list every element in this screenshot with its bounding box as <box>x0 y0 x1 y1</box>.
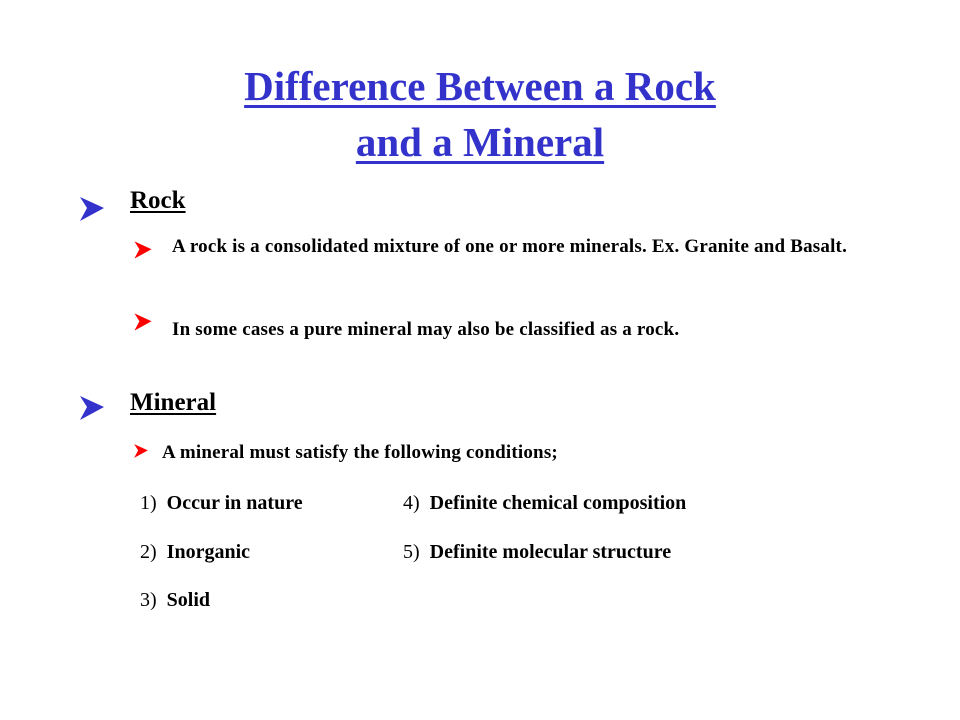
arrow-bullet-icon <box>133 443 149 459</box>
arrow-bullet-icon <box>133 240 153 260</box>
rock-heading: Rock <box>130 187 186 214</box>
condition-item: 5) Definite molecular structure <box>403 541 672 563</box>
arrow-bullet-icon <box>133 312 153 332</box>
arrow-bullet-icon <box>78 394 106 422</box>
mineral-heading: Mineral <box>130 389 217 416</box>
condition-item: 3) Solid <box>140 589 211 611</box>
condition-item: 4) Definite chemical composition <box>403 492 687 514</box>
rock-point-2: In some cases a pure mineral may also be classified as a rock. <box>172 319 680 340</box>
slide-title-line-1: Difference Between a Rock <box>244 63 716 109</box>
rock-point-1: A rock is a consolidated mixture of one or more minerals. Ex. Granite and Basalt. <box>172 236 848 257</box>
condition-item: 1) Occur in nature <box>140 492 303 514</box>
mineral-intro: A mineral must satisfy the following conditions; <box>162 442 558 463</box>
condition-item: 2) Inorganic <box>140 541 251 563</box>
arrow-bullet-icon <box>78 195 106 223</box>
slide-title-line-2: and a Mineral <box>355 119 605 165</box>
